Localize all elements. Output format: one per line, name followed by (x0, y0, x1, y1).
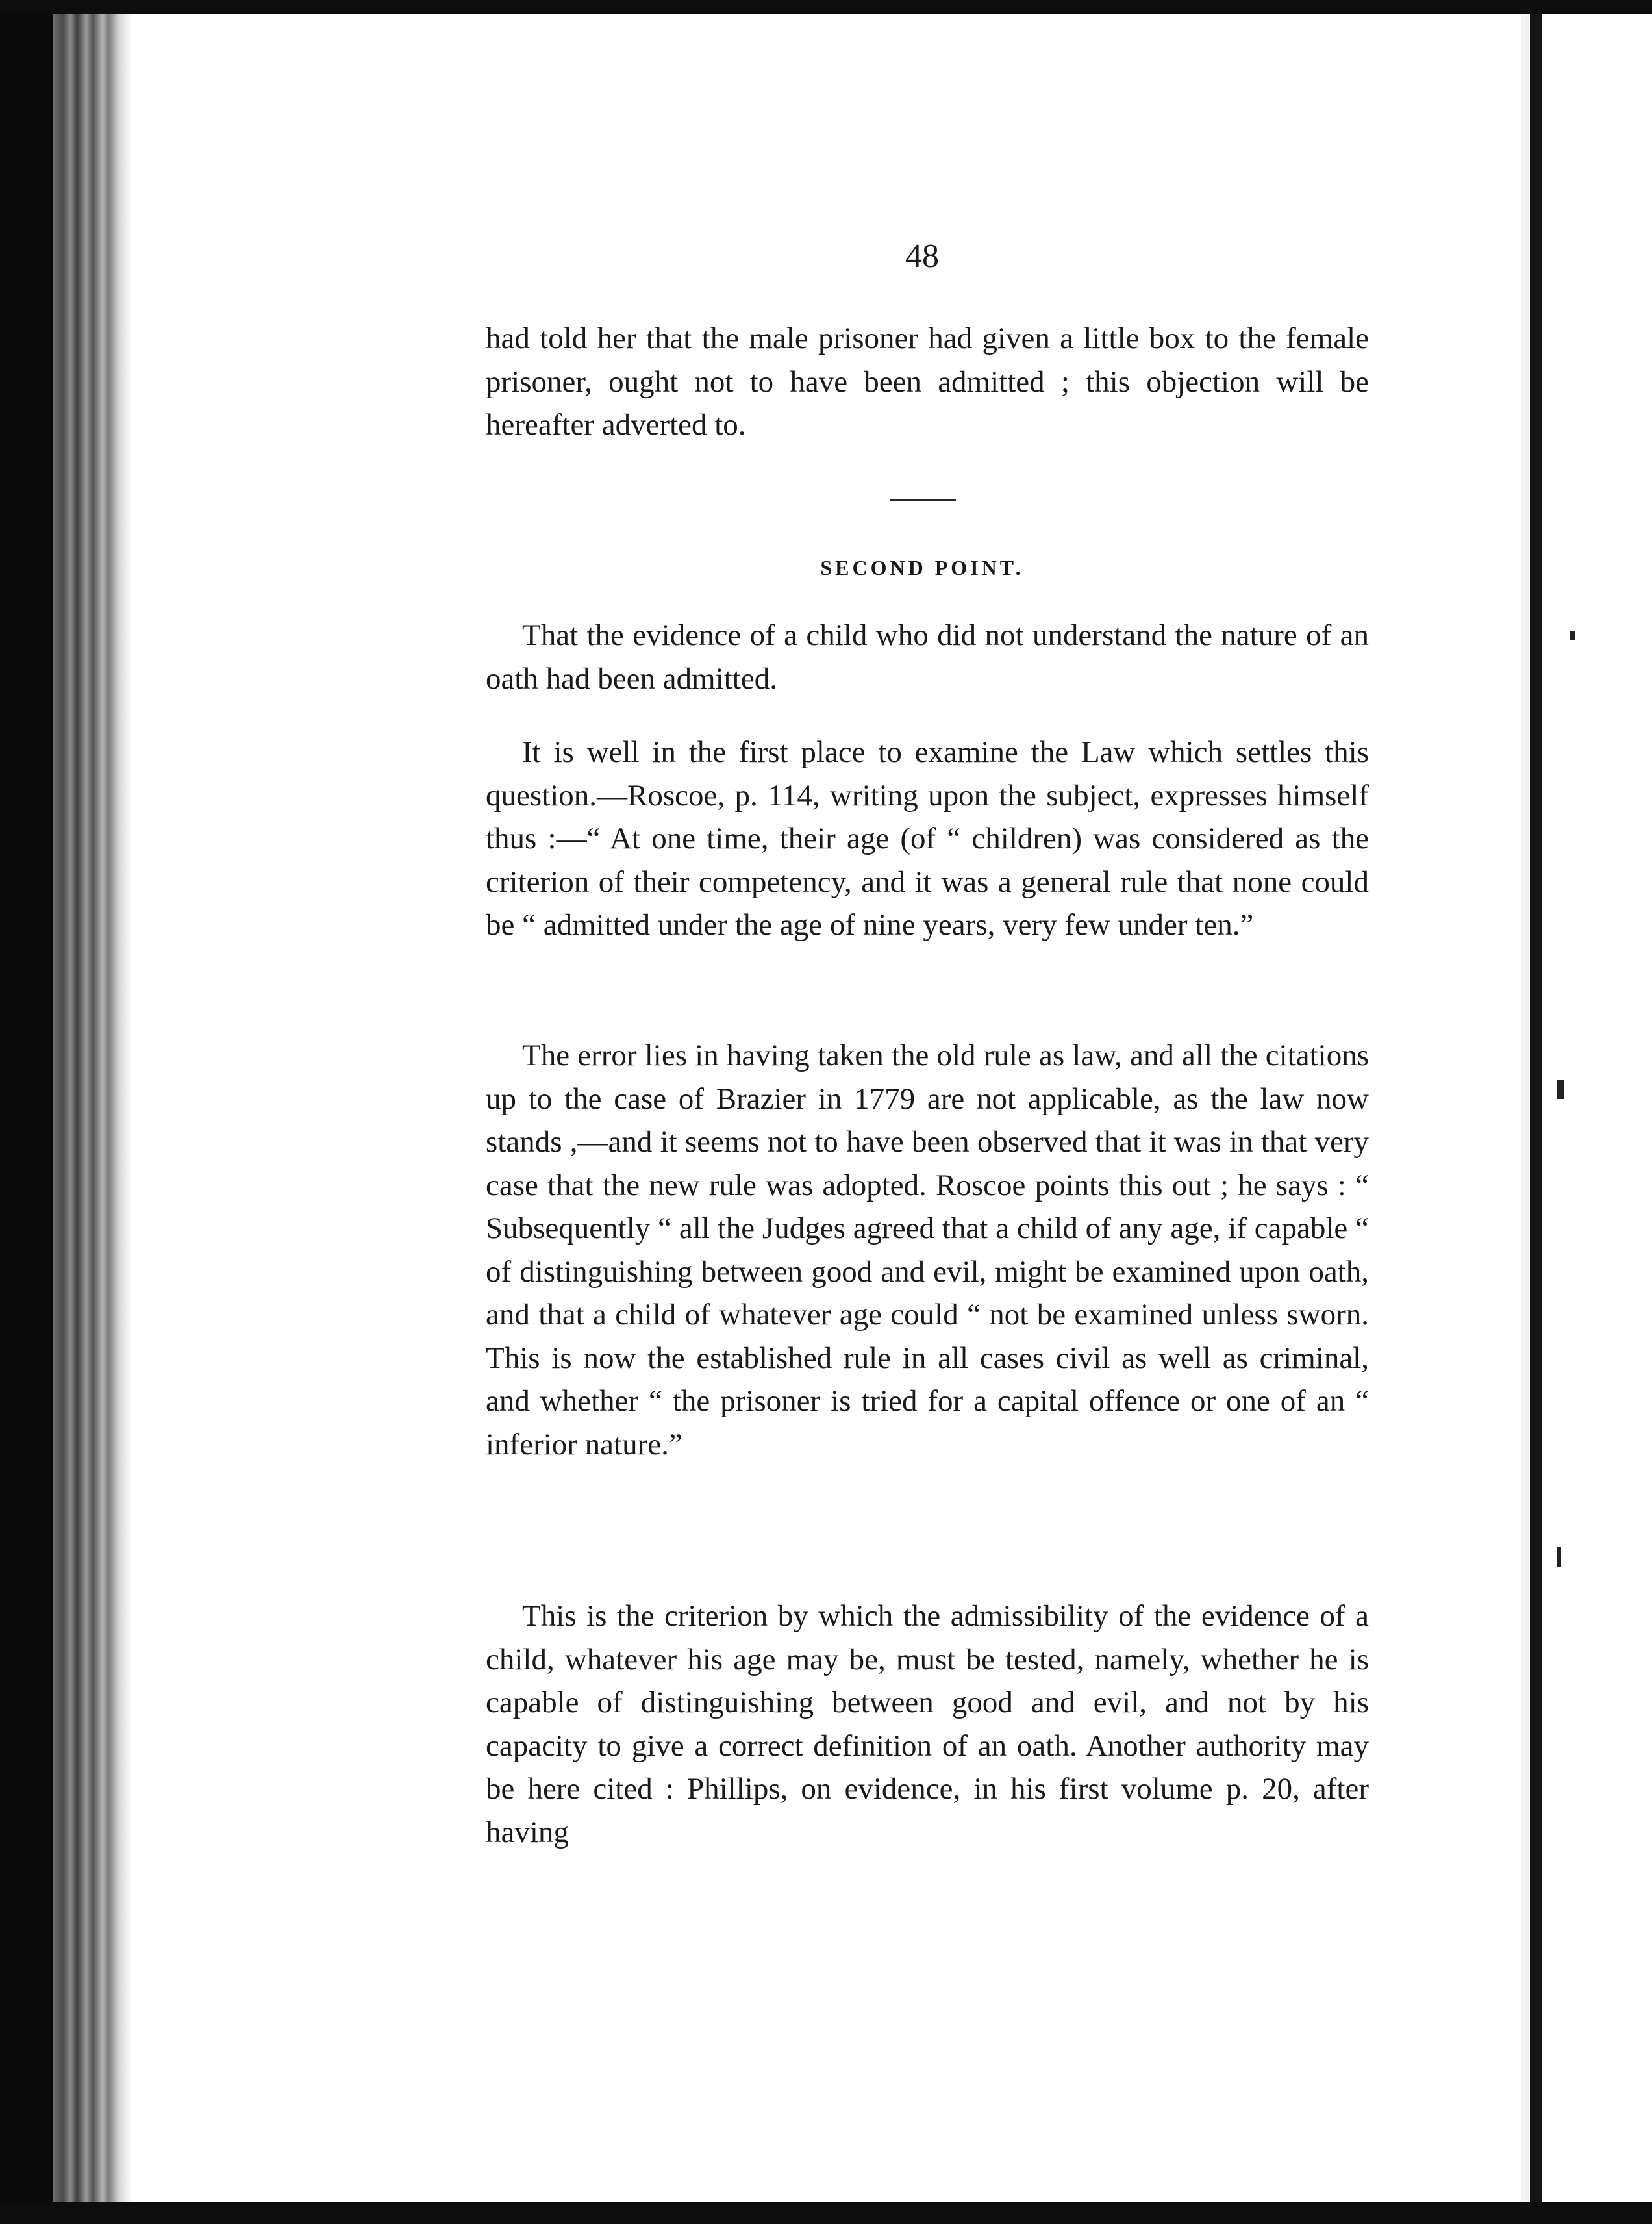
paragraph-point-statement (486, 614, 1369, 700)
paragraph-continuation (486, 317, 1369, 447)
scan-left-edge (0, 14, 53, 2202)
page-gutter (1521, 14, 1530, 2202)
scan-right-edge (1530, 14, 1542, 2202)
facing-page-edge (1542, 14, 1652, 2202)
section-divider (890, 499, 956, 501)
paragraph-text: It is well in the first place to examine the Law which settles this question.—Roscoe, p. 114, writing upon the subject, expresses himself thus :—“ At one time, their age (of “ children) was considered as the criterion of their competency, and it was a general rule that none could be “ admitted under the age of nine years, very few under ten.” (486, 735, 1369, 942)
paragraph-text: That the evidence of a child who did not understand the nature of an oath had been admitted. (486, 618, 1369, 696)
paragraph-criterion (486, 1595, 1369, 1854)
scan-speck (1557, 1080, 1564, 1099)
scan-speck (1557, 1547, 1561, 1567)
page-number: 48 (905, 238, 939, 275)
paragraph-text: had told her that the male prisoner had given a little box to the female prisoner, ought not to have been admitted ; this objection will be hereafter adverted to. (486, 322, 1369, 442)
book-spine-shadow (53, 14, 132, 2202)
scan-speck (1570, 631, 1575, 640)
scan-bottom-border (0, 2202, 1652, 2224)
paragraph-error-argument (486, 1034, 1369, 1466)
paragraph-text: The error lies in having taken the old rule as law, and all the citations up to the case of Brazier in 1779 are not applicable, as the law now stands ,—and it seems not to have been observed that it was in that very case that the new rule was adopted. Roscoe points this out ; he says : “ Subsequently “ all the Judges agreed that a child of any age, if capable “ of distinguishing between good and evil, might be examined upon oath, and that a child of whatever age could “ not be examined unless sworn. This is now the established rule in all cases civil as well as criminal, and whether “ the prisoner is tried for a capital offence or one of an “ inferior nature.” (486, 1039, 1369, 1461)
paragraph-text: This is the criterion by which the admissibility of the evidence of a child, whatever his age may be, must be tested, namely, whether he is capable of distinguishing between good and evil, and not by his capacity to give a correct definition of an oath. Another authority may be here cited : Phillips, on evidence, in his first volume p. 20, after having (486, 1599, 1369, 1849)
scan-top-border (0, 0, 1652, 14)
section-heading: SECOND POINT. (820, 556, 1024, 579)
paragraph-roscoe-citation (486, 731, 1369, 947)
